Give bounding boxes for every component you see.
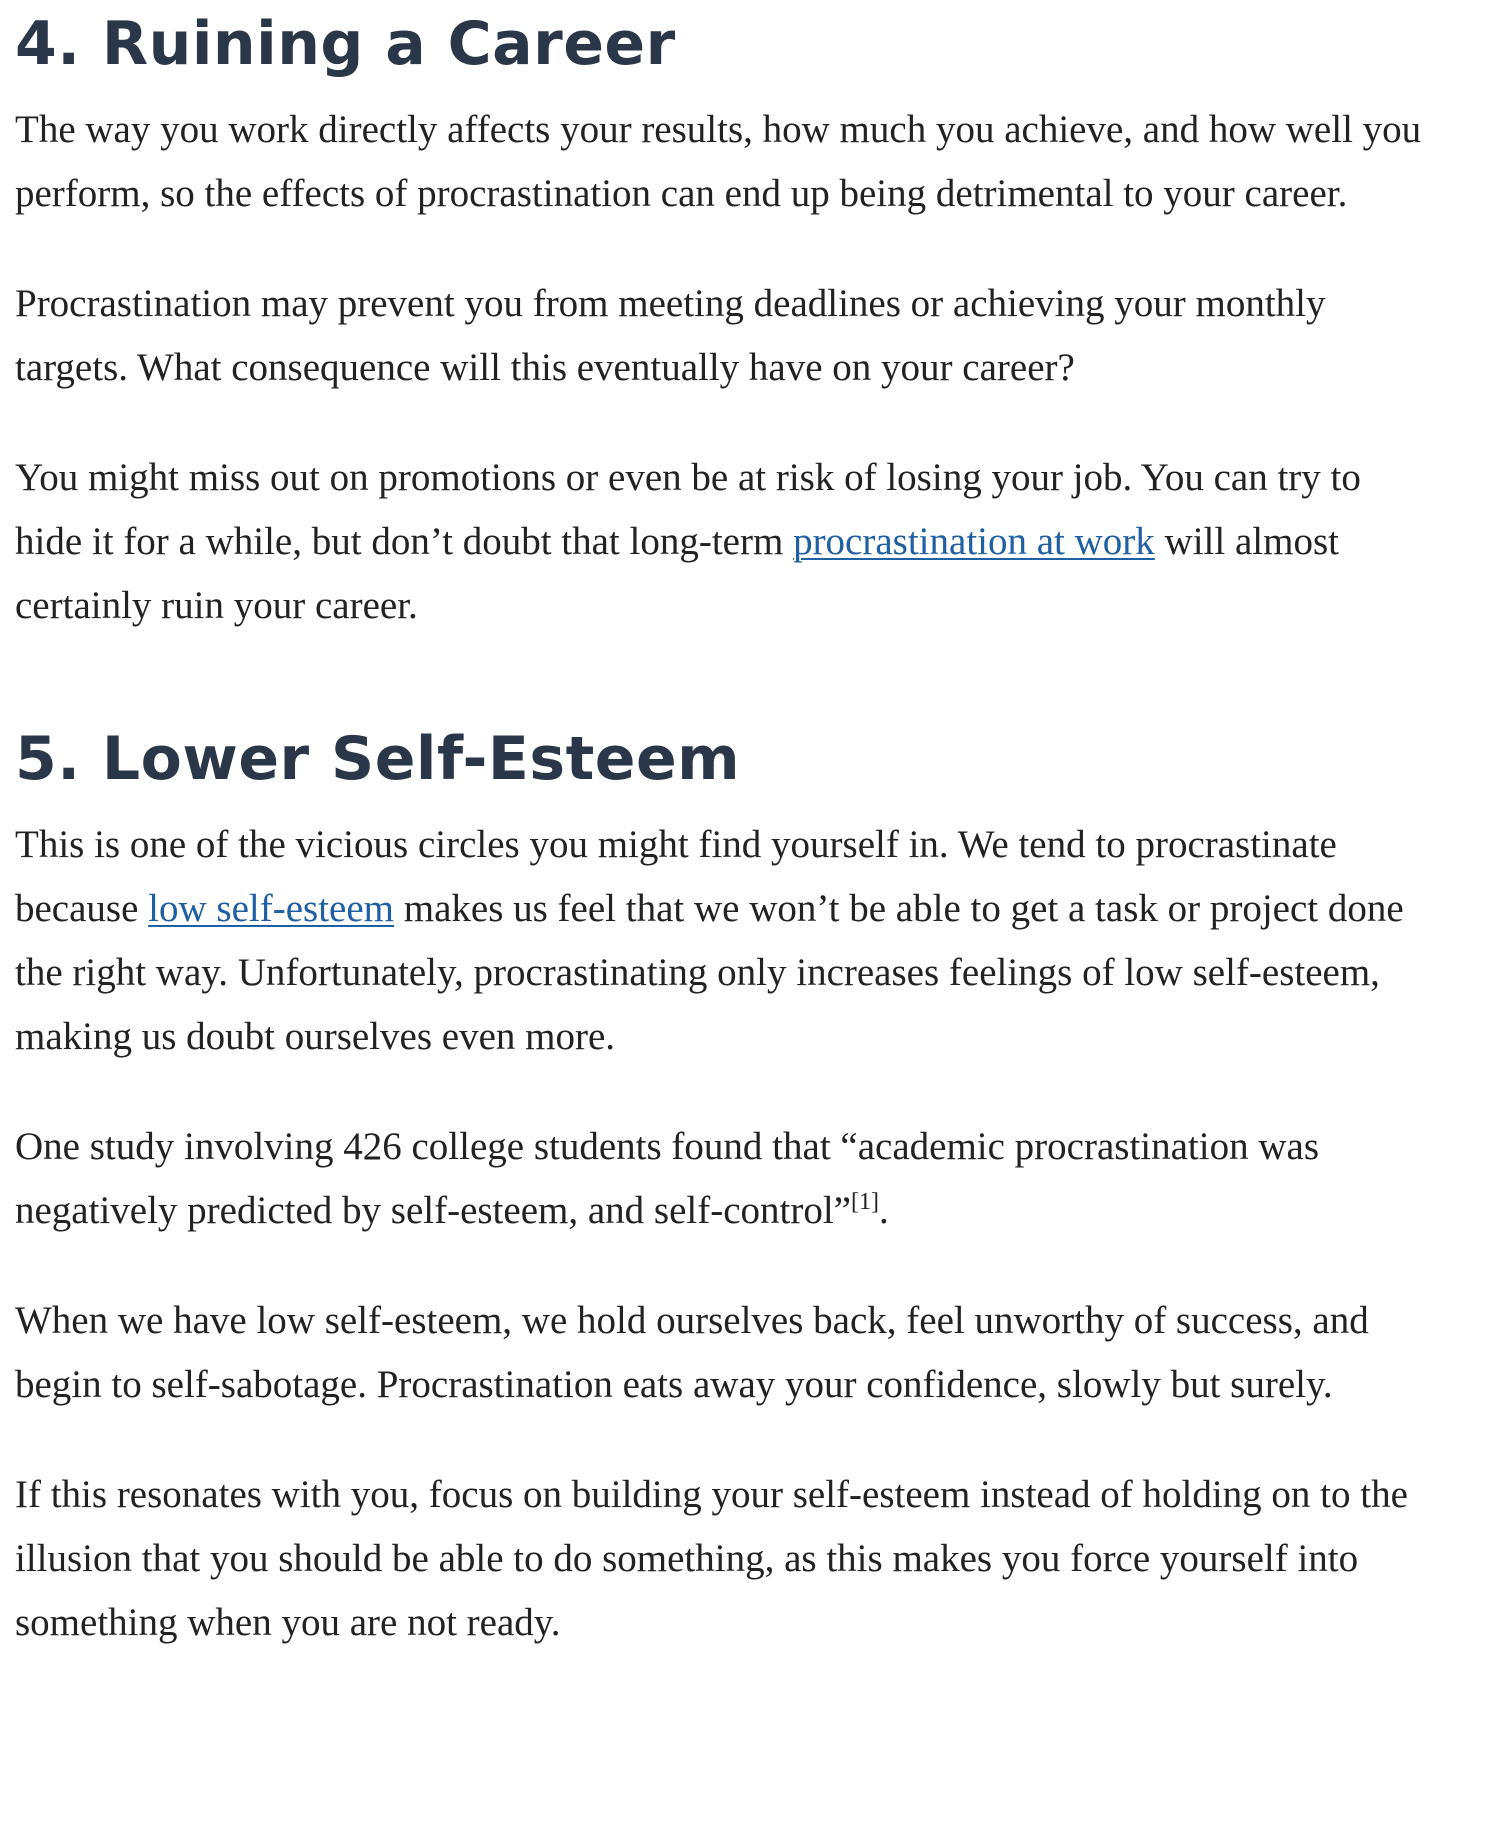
citation-reference[interactable]: [1] — [851, 1189, 879, 1215]
paragraph — [15, 272, 1435, 400]
section-heading-ruining-a-career: 4. Ruining a Career — [15, 9, 676, 79]
paragraph-text: This is one of the vicious circles you might find yourself in. We tend to procrastinate because — [15, 823, 1337, 930]
paragraph — [15, 98, 1435, 226]
paragraph-text: If this resonates with you, focus on building your self-esteem instead of holding on to the illusion that you should be able to do something, as this makes you force yourself into something when you are not ready. — [15, 1473, 1408, 1644]
paragraph — [15, 1115, 1435, 1243]
paragraph-text: Procrastination may prevent you from meeting deadlines or achieving your monthly targets. What consequence will this eventually have on your career? — [15, 282, 1326, 389]
paragraph — [15, 813, 1435, 1069]
article-body — [15, 0, 1435, 1701]
paragraph-text: One study involving 426 college students found that “academic procrastination was negatively predicted by self-esteem, and self-control” — [15, 1125, 1320, 1232]
paragraph-text: will almost certainly ruin your career. — [15, 520, 1339, 627]
paragraph-text: The way you work directly affects your results, how much you achieve, and how well you perform, so the effects of procrastination can end up being detrimental to your career. — [15, 108, 1422, 215]
low-self-esteem-link[interactable]: low self-esteem — [148, 887, 394, 930]
paragraph — [15, 1289, 1435, 1417]
procrastination-at-work-link[interactable]: procrastination at work — [793, 520, 1155, 563]
paragraph — [15, 446, 1435, 638]
paragraph-text: When we have low self-esteem, we hold ourselves back, feel unworthy of success, and begin to self-sabotage. Procrastination eats away your confidence, slowly but surely. — [15, 1299, 1369, 1406]
section-heading-lower-self-esteem: 5. Lower Self-Esteem — [15, 724, 741, 794]
paragraph-text: . — [878, 1189, 889, 1232]
paragraph-text: makes us feel that we won’t be able to get a task or project done the right way. Unfortunately, procrastinating only increases feelings of low self-esteem, making us doubt ourselves even more. — [15, 887, 1404, 1058]
paragraph-text: You might miss out on promotions or even be at risk of losing your job. You can try to hide it for a while, but don’t doubt that long-term — [15, 456, 1361, 563]
paragraph — [15, 1463, 1435, 1655]
